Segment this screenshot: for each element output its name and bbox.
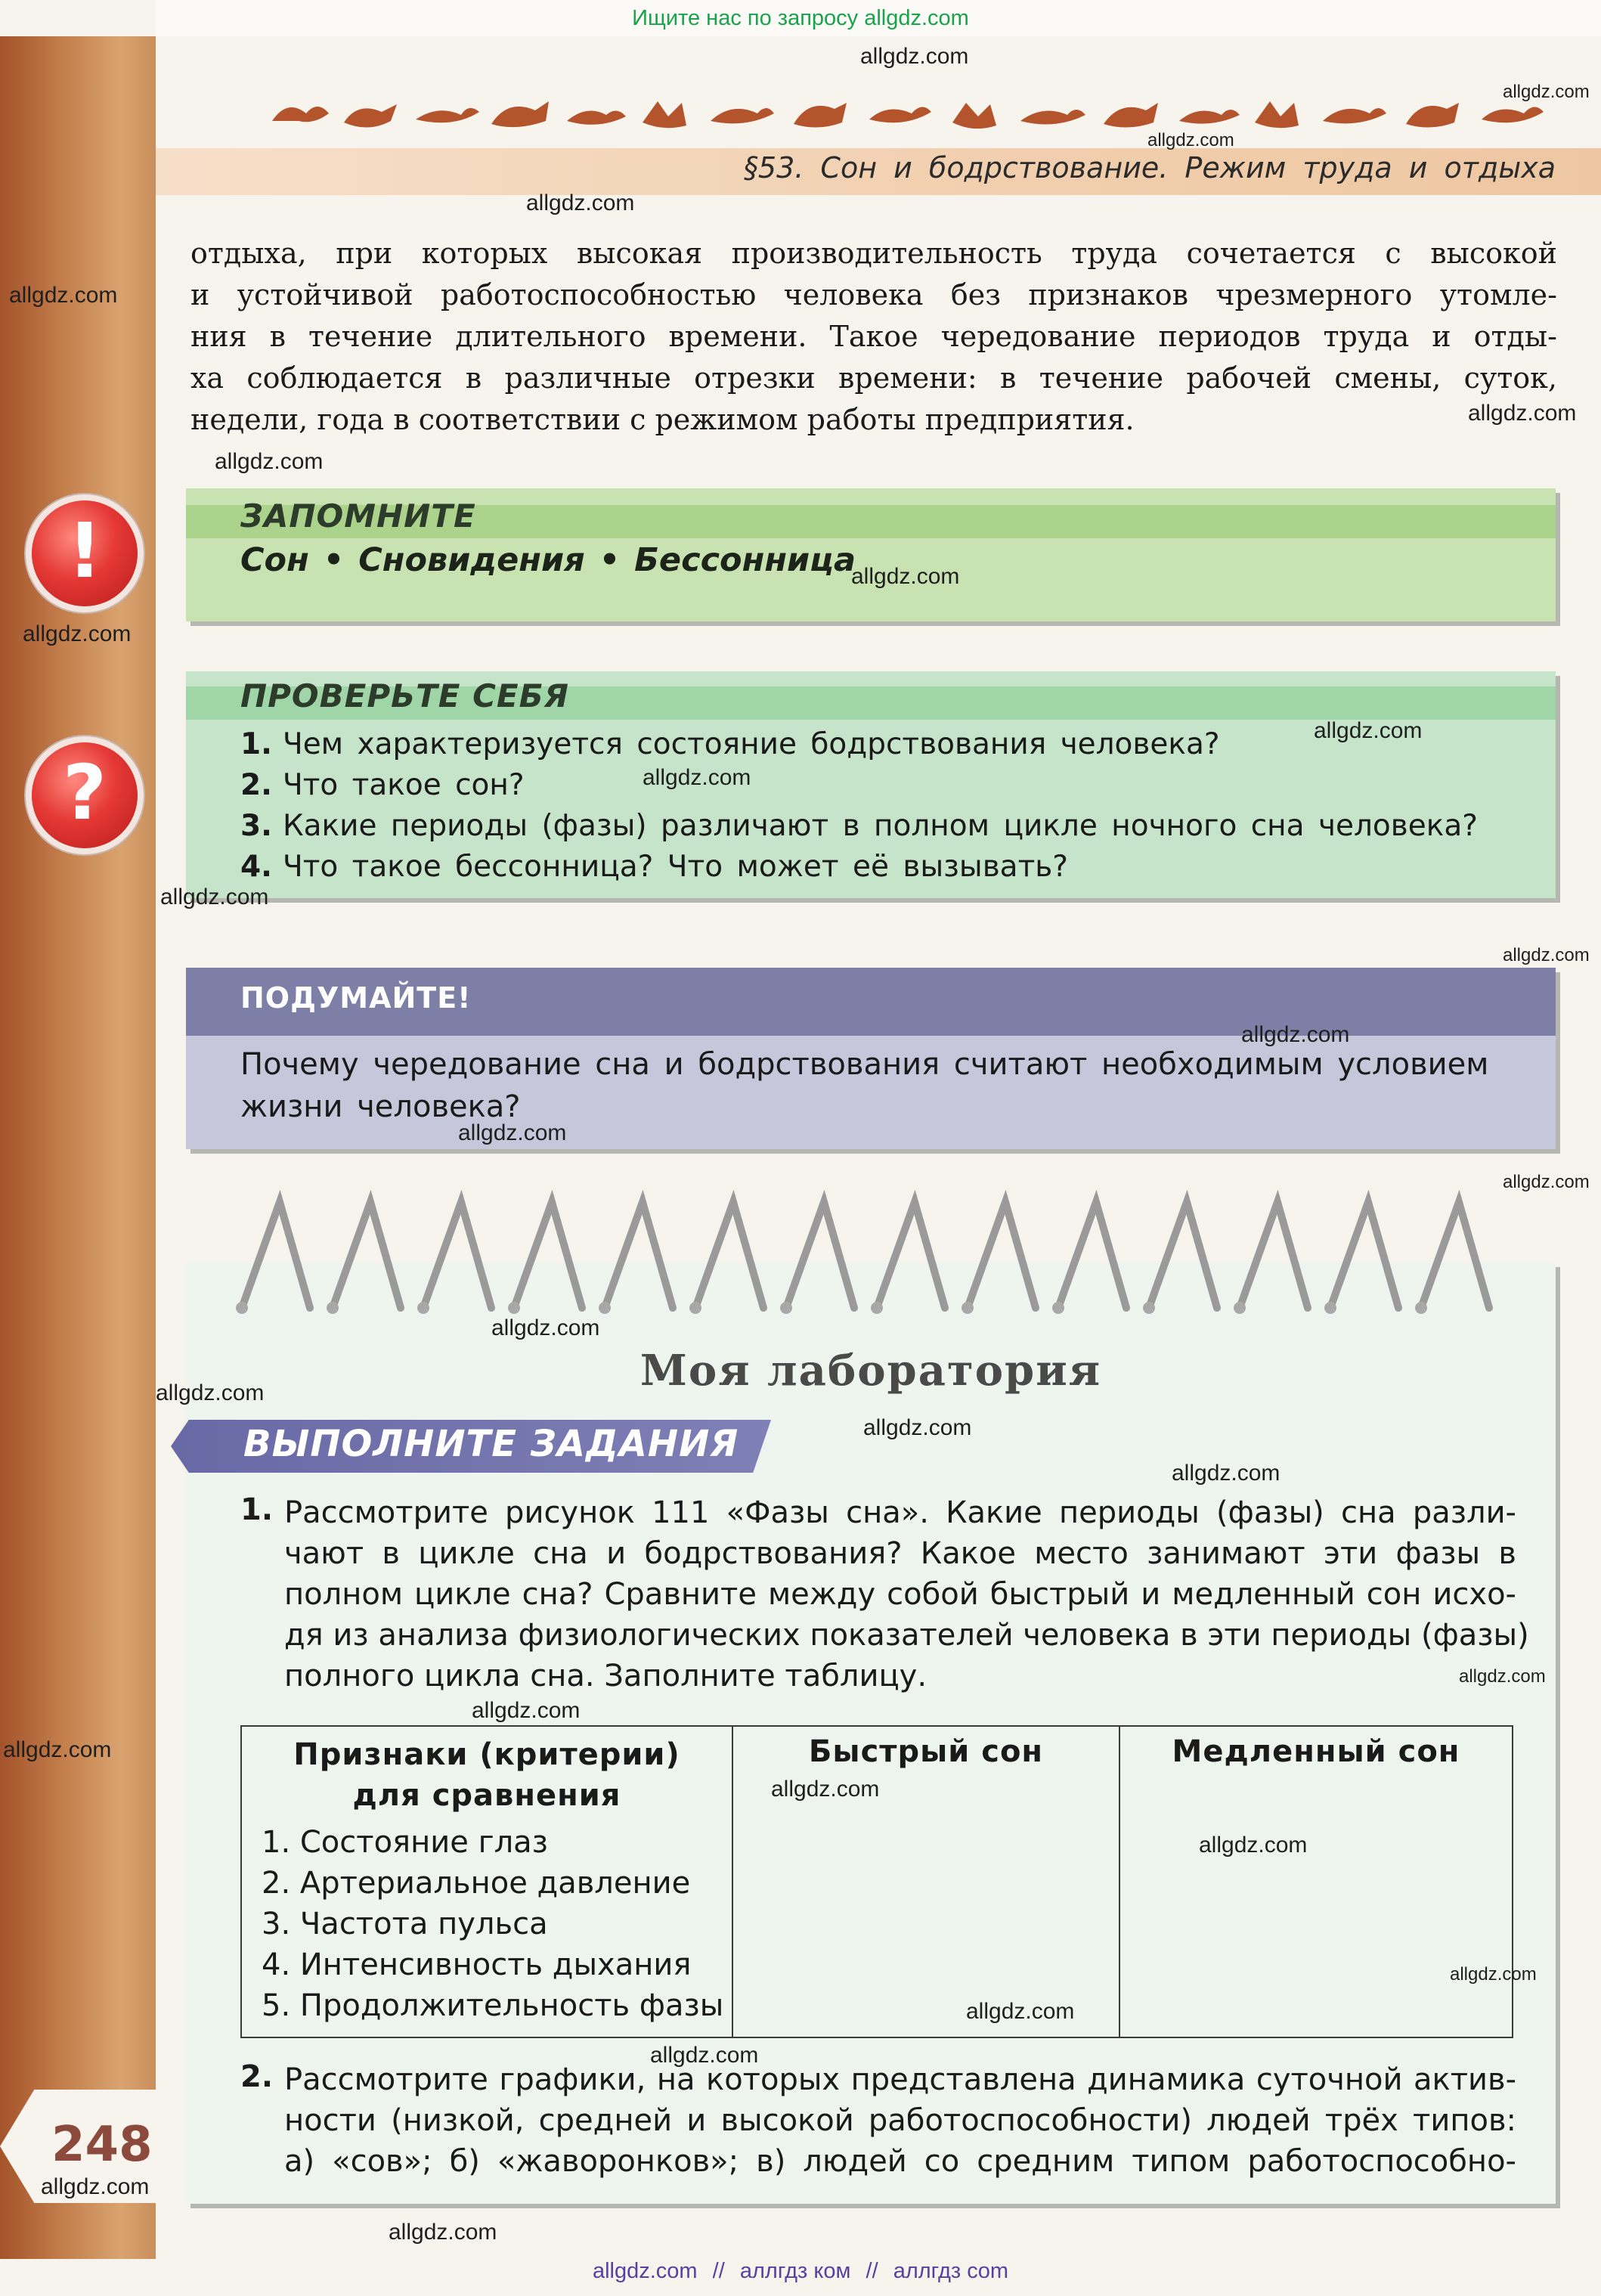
think-line: Почему чередование сна и бодрствования считают необходимым условием — [240, 1047, 1489, 1082]
watermark: allgdz.com — [863, 1415, 972, 1440]
task-number: 2. — [240, 2059, 274, 2094]
watermark: allgdz.com — [3, 1737, 112, 1762]
table-divider — [732, 1727, 733, 2037]
bottom-link[interactable]: allgdz.com — [592, 2259, 698, 2283]
intro-line: отдыха, при которых высокая производительность труда сочетается с высокой — [190, 237, 1557, 270]
watermark: allgdz.com — [1241, 1022, 1350, 1047]
watermark: allgdz.com — [491, 1315, 600, 1340]
table-row: 5. Продолжительность фазы — [262, 1988, 724, 2023]
bottom-link[interactable]: аллгдз ком — [739, 2259, 851, 2283]
watermark: allgdz.com — [1503, 945, 1590, 965]
watermark: allgdz.com — [23, 621, 132, 646]
intro-line: ха соблюдается в различные отрезки времени: в течение рабочей смены, суток, — [190, 361, 1557, 395]
task1-line: чают в цикле сна и бодрствования? Какое место занимают эти фазы в — [284, 1536, 1516, 1571]
watermark: allgdz.com — [1503, 82, 1590, 102]
watermark: allgdz.com — [1450, 1964, 1537, 1985]
table-row: 4. Интенсивность дыхания — [262, 1947, 692, 1982]
think-question — [240, 1043, 1541, 1128]
top-banner-link[interactable]: Ищите нас по запросу allgdz.com — [632, 6, 969, 30]
watermark: allgdz.com — [1199, 1833, 1308, 1858]
watermark: allgdz.com — [650, 2043, 759, 2068]
intro-paragraph — [190, 233, 1557, 441]
watermark: allgdz.com — [526, 191, 635, 215]
task1-line: полного цикла сна. Заполните таблицу. — [284, 1659, 927, 1693]
page-number: 248 — [51, 2117, 153, 2173]
watermark: allgdz.com — [1459, 1666, 1546, 1687]
link-separator: // — [866, 2259, 878, 2283]
watermark: allgdz.com — [1468, 401, 1577, 426]
left-margin-band — [0, 36, 156, 2259]
watermark: allgdz.com — [851, 564, 960, 589]
check-title: ПРОВЕРЬТЕ СЕБЯ — [240, 677, 569, 714]
question-item: 1. Чем характеризуется состояние бодрствования человека? — [240, 727, 1220, 761]
table-row: 1. Состояние глаз — [262, 1825, 548, 1860]
watermark: allgdz.com — [643, 765, 751, 790]
bottom-link[interactable]: аллгдз com — [893, 2259, 1009, 2283]
table-row: 3. Частота пульса — [262, 1907, 548, 1941]
task2-line: ности (низкой, средней и высокой работоспособности) людей трёх типов: — [284, 2103, 1516, 2138]
comparison-table — [240, 1725, 1513, 2038]
watermark: allgdz.com — [771, 1777, 880, 1802]
tasks-title: ВЫПОЛНИТЕ ЗАДАНИЯ — [243, 1423, 739, 1465]
link-separator: // — [712, 2259, 725, 2283]
table-divider — [1119, 1727, 1120, 2037]
think-line: жизни человека? — [240, 1089, 521, 1124]
table-row: 2. Артериальное давление — [262, 1866, 691, 1901]
exclamation-icon: ! — [32, 500, 138, 606]
paragraph-title: §53. Сон и бодрствование. Режим труда и отдыха — [743, 151, 1556, 184]
animal-silhouette-strip — [272, 91, 1572, 136]
lab-title: Моя лаборатория — [639, 1346, 1102, 1396]
remember-terms: Сон • Сновидения • Бессонница — [240, 541, 856, 579]
watermark: allgdz.com — [1147, 130, 1234, 150]
question-item: 2. Что такое сон? — [240, 768, 525, 802]
think-title: ПОДУМАЙТЕ! — [240, 981, 472, 1015]
table-header-line: для сравнения — [352, 1778, 621, 1813]
check-yourself-panel — [186, 671, 1556, 898]
intro-line: и устойчивой работоспособностью человека без признаков чрезмерного утомле- — [190, 278, 1557, 311]
watermark: allgdz.com — [1314, 718, 1423, 743]
task-number: 1. — [240, 1492, 274, 1527]
watermark: allgdz.com — [1172, 1461, 1280, 1486]
task1-line: полном цикле сна? Сравните между собой быстрый и медленный сон исхо- — [284, 1577, 1516, 1612]
table-header-slow-sleep: Медленный сон — [1172, 1734, 1460, 1769]
watermark: allgdz.com — [156, 1380, 265, 1405]
question-item: 3. Какие периоды (фазы) различают в полном цикле ночного сна человека? — [240, 809, 1478, 843]
table-header-line: Признаки (критерии) — [293, 1737, 680, 1772]
watermark: allgdz.com — [1503, 1172, 1590, 1192]
watermark: allgdz.com — [458, 1120, 567, 1145]
task1-line: Рассмотрите рисунок 111 «Фазы сна». Какие периоды (фазы) сна разли- — [284, 1495, 1516, 1530]
notebook-rings — [212, 1187, 1542, 1315]
table-header-fast-sleep: Быстрый сон — [808, 1734, 1044, 1769]
question-item: 4. Что такое бессонница? Что может её вызывать? — [240, 850, 1068, 884]
intro-line: ния в течение длительного времени. Такое чередование периодов труда и отды- — [190, 320, 1557, 353]
watermark: allgdz.com — [215, 449, 324, 474]
task2-line: Рассмотрите графики, на которых представлена динамика суточной актив- — [284, 2062, 1516, 2097]
watermark: allgdz.com — [160, 885, 269, 909]
table-header-criteria — [242, 1734, 732, 1816]
task2-line: а) «сов»; б) «жаворонков»; в) людей со средним типом работоспособно- — [284, 2144, 1516, 2179]
watermark: allgdz.com — [41, 2174, 150, 2199]
remember-panel — [186, 488, 1556, 621]
watermark: allgdz.com — [9, 283, 118, 308]
question-icon: ? — [32, 742, 138, 848]
think-panel — [186, 968, 1556, 1149]
watermark: allgdz.com — [472, 1698, 581, 1723]
bottom-links — [0, 2259, 1601, 2284]
intro-line: недели, года в соответствии с режимом работы предприятия. — [190, 403, 1135, 436]
task1-line: дя из анализа физиологических показателей человека в эти периоды (фазы) — [284, 1618, 1529, 1653]
watermark: allgdz.com — [966, 1999, 1075, 2024]
remember-title: ЗАПОМНИТЕ — [240, 497, 476, 534]
watermark: allgdz.com — [860, 44, 969, 69]
watermark: allgdz.com — [389, 2220, 497, 2245]
